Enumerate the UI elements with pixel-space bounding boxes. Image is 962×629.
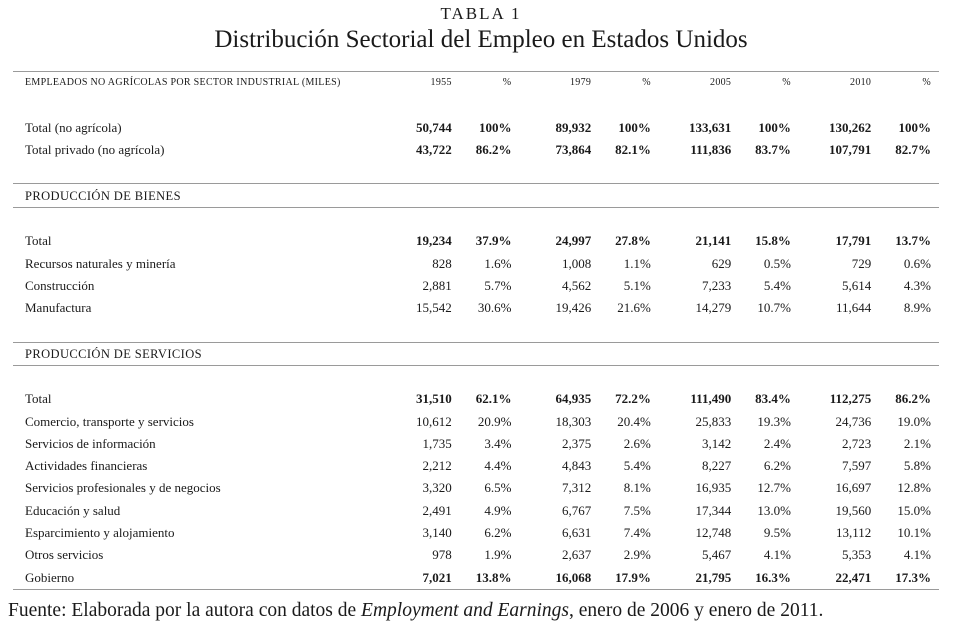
cell-value: 89,932 [555, 119, 592, 135]
row-label: Recursos naturales y minería [25, 255, 176, 271]
table-row [13, 139, 939, 161]
cell-percent: 6.5% [484, 480, 512, 496]
cell-value: 50,744 [416, 119, 452, 135]
cell-value: 18,303 [555, 413, 592, 429]
cell-percent: 10.1% [897, 525, 931, 541]
header-column: % [452, 72, 512, 95]
header-column: 2010 [791, 72, 871, 95]
cell-value: 7,312 [561, 480, 592, 496]
cell-value: 107,791 [828, 142, 872, 158]
cell-percent: 5.8% [903, 458, 931, 474]
cell-value: 64,935 [555, 391, 592, 407]
cell-value: 73,864 [555, 142, 592, 158]
cell-value: 22,471 [791, 567, 871, 590]
section-title: PRODUCCIÓN DE SERVICIOS [13, 342, 939, 365]
cell-percent: 2.1% [903, 435, 931, 451]
cell-percent: 17.3% [871, 567, 939, 590]
cell-percent: 5.4% [623, 458, 651, 474]
header-label: EMPLEADOS NO AGRÍCOLAS POR SECTOR INDUSTRIAL (MILES) [13, 72, 372, 95]
cell-value: 133,631 [688, 119, 732, 135]
cell-percent: 2.6% [623, 435, 651, 451]
table-row [13, 477, 939, 499]
cell-value: 2,491 [422, 502, 452, 518]
row-label: Total [25, 391, 52, 407]
row-label: Manufactura [25, 300, 92, 316]
cell-percent: 82.1% [615, 142, 651, 158]
row-label: Total privado (no agrícola) [25, 142, 165, 158]
table-row [13, 275, 939, 297]
cell-percent: 1.6% [484, 255, 512, 271]
cell-percent: 5.1% [623, 277, 651, 293]
cell-value: 111,490 [690, 391, 732, 407]
row-spacer [13, 319, 939, 342]
cell-percent: 100% [898, 119, 931, 135]
cell-value: 16,935 [695, 480, 732, 496]
table-row [13, 522, 939, 544]
cell-percent: 16.3% [731, 567, 791, 590]
cell-percent: 30.6% [477, 300, 512, 316]
cell-percent: 0.5% [763, 255, 791, 271]
cell-percent: 13.0% [757, 502, 791, 518]
row-label: Servicios de información [25, 435, 156, 451]
cell-value: 13,112 [835, 525, 872, 541]
header-column: 1979 [511, 72, 591, 95]
row-label: Actividades financieras [25, 458, 148, 474]
cell-value: 729 [851, 255, 872, 271]
cell-value: 25,833 [695, 413, 732, 429]
cell-percent: 21.6% [617, 300, 651, 316]
cell-percent: 86.2% [475, 142, 512, 158]
cell-percent: 1.9% [484, 547, 512, 563]
cell-value: 828 [432, 255, 452, 271]
cell-value: 8,227 [701, 458, 732, 474]
cell-percent: 4.1% [903, 547, 931, 563]
cell-percent: 8.9% [903, 300, 931, 316]
cell-percent: 10.7% [757, 300, 791, 316]
cell-percent: 7.5% [623, 502, 651, 518]
section-goods [13, 184, 939, 207]
cell-percent: 82.7% [895, 142, 931, 158]
row-label: Total (no agrícola) [25, 119, 122, 135]
cell-value: 17,791 [835, 233, 872, 249]
header-column: % [731, 72, 791, 95]
cell-value: 19,426 [555, 300, 592, 316]
row-spacer [13, 161, 939, 184]
cell-percent: 7.4% [623, 525, 651, 541]
cell-value: 2,637 [561, 547, 592, 563]
cell-value: 6,631 [561, 525, 592, 541]
cell-percent: 13.8% [452, 567, 512, 590]
cell-value: 4,562 [561, 277, 592, 293]
cell-value: 24,997 [555, 233, 592, 249]
cell-value: 21,795 [651, 567, 731, 590]
cell-value: 2,375 [561, 435, 592, 451]
cell-percent: 0.6% [903, 255, 931, 271]
cell-value: 12,748 [695, 525, 732, 541]
cell-percent: 4.4% [484, 458, 512, 474]
cell-value: 16,068 [511, 567, 591, 590]
row-label: Otros servicios [25, 547, 104, 563]
table-row [13, 252, 939, 274]
row-label: Total [25, 233, 52, 249]
source-suffix: , enero de 2006 y enero de 2011. [569, 600, 824, 621]
cell-percent: 6.2% [763, 458, 791, 474]
cell-percent: 5.4% [763, 277, 791, 293]
section-services [13, 342, 939, 365]
table-row [13, 433, 939, 455]
cell-percent: 4.9% [484, 502, 512, 518]
table-row [13, 455, 939, 477]
cell-percent: 4.3% [903, 277, 931, 293]
row-label: Construcción [25, 277, 95, 293]
source-prefix: Fuente: Elaborada por la autora con datos de [8, 600, 362, 621]
cell-value: 10,612 [416, 413, 452, 429]
cell-value: 3,142 [701, 435, 732, 451]
table-header-row [13, 72, 939, 95]
cell-percent: 86.2% [895, 391, 931, 407]
cell-value: 130,262 [828, 119, 872, 135]
cell-value: 111,836 [690, 142, 732, 158]
cell-value: 112,275 [829, 391, 872, 407]
row-spacer [13, 94, 939, 116]
table-row [13, 117, 939, 139]
cell-percent: 4.1% [763, 547, 791, 563]
table-row [13, 567, 939, 590]
cell-percent: 83.4% [755, 391, 791, 407]
row-label: Esparcimiento y alojamiento [25, 525, 175, 541]
source-publication: Employment and Earnings [361, 600, 570, 621]
cell-percent: 19.0% [897, 413, 931, 429]
cell-value: 1,735 [422, 435, 452, 451]
cell-percent: 13.7% [895, 233, 931, 249]
cell-value: 15,542 [416, 300, 452, 316]
cell-percent: 6.2% [484, 525, 512, 541]
cell-percent: 17.9% [591, 567, 651, 590]
cell-value: 2,881 [422, 277, 452, 293]
cell-percent: 37.9% [475, 233, 512, 249]
cell-percent: 3.4% [484, 435, 512, 451]
cell-value: 19,560 [835, 502, 872, 518]
cell-percent: 15.0% [897, 502, 931, 518]
cell-value: 14,279 [695, 300, 732, 316]
cell-percent: 20.9% [477, 413, 512, 429]
cell-value: 4,843 [561, 458, 592, 474]
cell-percent: 1.1% [623, 255, 651, 271]
cell-value: 19,234 [416, 233, 452, 249]
cell-value: 7,597 [841, 458, 872, 474]
cell-percent: 100% [758, 119, 791, 135]
cell-value: 24,736 [835, 413, 872, 429]
cell-value: 3,140 [422, 525, 452, 541]
cell-percent: 83.7% [755, 142, 791, 158]
cell-percent: 20.4% [617, 413, 651, 429]
cell-value: 11,644 [835, 300, 872, 316]
table-title: Distribución Sectorial del Empleo en Estados Unidos [214, 26, 748, 53]
cell-value: 17,344 [695, 502, 732, 518]
table-caption [0, 4, 962, 56]
cell-percent: 100% [618, 119, 651, 135]
cell-percent: 8.1% [623, 480, 651, 496]
cell-value: 31,510 [416, 391, 452, 407]
row-label: Servicios profesionales y de negocios [25, 480, 221, 496]
section-title: PRODUCCIÓN DE BIENES [13, 184, 939, 207]
employment-table [13, 71, 939, 590]
cell-percent: 27.8% [615, 233, 651, 249]
cell-value: 2,723 [841, 435, 872, 451]
table-row [13, 388, 939, 410]
cell-percent: 19.3% [757, 413, 791, 429]
table-row [13, 230, 939, 252]
cell-percent: 2.9% [623, 547, 651, 563]
cell-value: 7,233 [701, 277, 732, 293]
cell-value: 7,021 [372, 567, 452, 590]
header-column: 1955 [372, 72, 452, 95]
header-column: 2005 [651, 72, 731, 95]
row-label: Educación y salud [25, 502, 121, 518]
cell-percent: 100% [478, 119, 512, 135]
cell-percent: 72.2% [615, 391, 651, 407]
cell-value: 43,722 [416, 142, 452, 158]
cell-value: 978 [432, 547, 452, 563]
row-spacer [13, 365, 939, 388]
row-spacer [13, 207, 939, 230]
cell-percent: 12.7% [757, 480, 791, 496]
source-note [8, 600, 823, 622]
cell-value: 629 [711, 255, 732, 271]
row-label: Comercio, transporte y servicios [25, 413, 194, 429]
header-column: % [871, 72, 939, 95]
cell-value: 5,614 [841, 277, 872, 293]
cell-value: 6,767 [561, 502, 592, 518]
cell-value: 21,141 [695, 233, 732, 249]
cell-value: 1,008 [561, 255, 592, 271]
cell-percent: 15.8% [755, 233, 791, 249]
cell-percent: 2.4% [763, 435, 791, 451]
cell-value: 5,353 [841, 547, 872, 563]
cell-value: 16,697 [835, 480, 872, 496]
table-label: TABLA 1 [440, 4, 522, 23]
cell-percent: 5.7% [484, 277, 512, 293]
table-row [13, 297, 939, 319]
cell-percent: 12.8% [897, 480, 931, 496]
cell-percent: 62.1% [475, 391, 512, 407]
cell-value: 3,320 [422, 480, 452, 496]
cell-value: 2,212 [422, 458, 452, 474]
cell-value: 5,467 [701, 547, 732, 563]
header-column: % [591, 72, 651, 95]
cell-percent: 9.5% [763, 525, 791, 541]
table-row [13, 500, 939, 522]
table-row [13, 410, 939, 432]
table-row [13, 544, 939, 566]
row-label: Gobierno [13, 567, 372, 590]
